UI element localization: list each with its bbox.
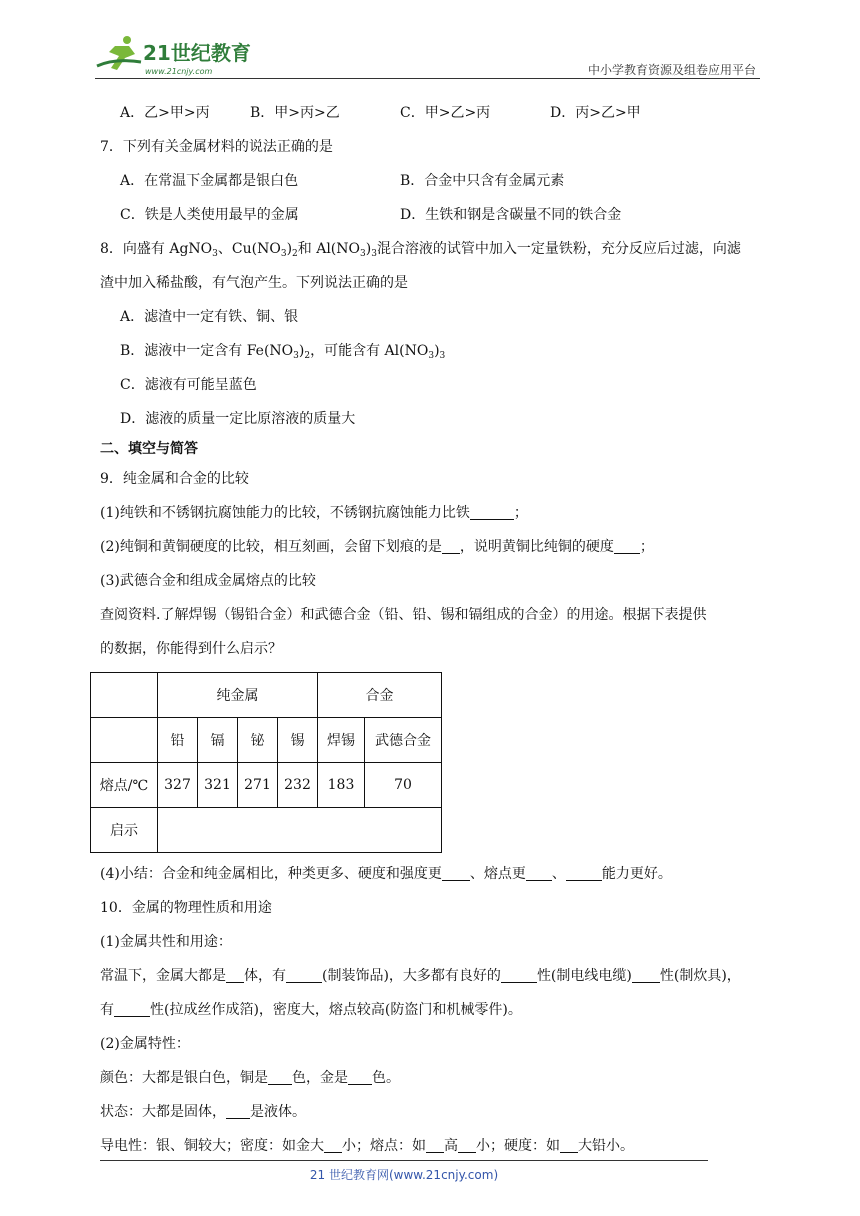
table-col-header: 武德合金	[365, 718, 442, 763]
q7-option-a: A．在常温下金属都是银白色	[120, 173, 299, 189]
page-header	[95, 28, 760, 80]
blank	[470, 503, 514, 520]
table-row-label: 熔点/℃	[91, 763, 158, 808]
q7-options-row2	[100, 198, 760, 232]
site-logo	[95, 32, 265, 76]
q10-color-line: 颜色：大都是银白色，铜是 色，金是 色。	[100, 1070, 400, 1086]
blank	[566, 864, 602, 881]
q10-property-line: 导电性：银、铜较大；密度：如金大 小；熔点：如 高 小；硬度：如 大铅小。	[100, 1138, 634, 1154]
q7-option-d: D．生铁和钢是含碳量不同的铁合金	[400, 207, 622, 223]
table-cell: 70	[365, 763, 442, 808]
footer-divider	[100, 1160, 708, 1161]
table-hint-label: 启示	[91, 808, 158, 853]
table-hint-answer-cell	[158, 808, 442, 853]
header-divider	[95, 78, 760, 79]
q10-stem: 10．金属的物理性质和用途	[100, 900, 272, 916]
q9-part1: (1)纯铁和不锈钢抗腐蚀能力的比较，不锈钢抗腐蚀能力比铁 ；	[100, 505, 528, 521]
melting-point-table	[90, 672, 442, 853]
page-footer: 21 世纪教育网(www.21cnjy.com)	[309, 1168, 499, 1182]
header-platform-name: 中小学教育资源及组卷应用平台	[587, 63, 756, 77]
blank	[442, 864, 470, 881]
q9-para-line1: 查阅资料.了解焊锡（锡铅合金）和武德合金（铅、铅、锡和镉组成的合金）的用途。根据下表提供	[100, 607, 707, 623]
blank	[226, 1102, 250, 1119]
q6-option-d: D．丙>乙>甲	[550, 105, 641, 121]
q9-part3: (3)武德合金和组成金属熔点的比较	[100, 573, 316, 589]
table-col-header: 镉	[198, 718, 238, 763]
logo-url: www.21cnjy.com	[145, 67, 213, 76]
q7-option-c: C．铁是人类使用最早的金属	[120, 207, 299, 223]
blank	[226, 966, 244, 983]
section-2-title: 二、填空与简答	[100, 441, 198, 457]
blank	[348, 1068, 372, 1085]
blank	[614, 537, 640, 554]
q7-stem: 7．下列有关金属材料的说法正确的是	[100, 139, 333, 155]
table-cell: 271	[238, 763, 278, 808]
table-cell: 321	[198, 763, 238, 808]
table-group-alloy: 合金	[318, 673, 442, 718]
q9-part2: (2)纯铜和黄铜硬度的比较，相互刻画，会留下划痕的是 ，说明黄铜比纯铜的硬度 ；	[100, 539, 654, 555]
q7-option-b: B．合金中只含有金属元素	[400, 173, 565, 189]
table-corner	[91, 673, 158, 718]
q6-option-c: C．甲>乙>丙	[400, 105, 491, 121]
q8-option-d: D．滤液的质量一定比原溶液的质量大	[120, 411, 356, 427]
table-group-pure: 纯金属	[158, 673, 318, 718]
q6-option-b: B．甲>丙>乙	[250, 105, 340, 121]
q6-options	[100, 96, 760, 130]
q6-option-a: A．乙>甲>丙	[120, 105, 210, 121]
table-col-header: 铋	[238, 718, 278, 763]
q9-part4: (4)小结：合金和纯金属相比，种类更多、硬度和强度更 、熔点更 、 能力更好。	[100, 866, 672, 882]
table-cell: 232	[278, 763, 318, 808]
blank	[560, 1136, 578, 1153]
q10-part2: (2)金属特性：	[100, 1036, 190, 1052]
table-empty-cell	[91, 718, 158, 763]
q8-option-c: C．滤液有可能呈蓝色	[120, 377, 257, 393]
document-body	[100, 96, 760, 1163]
q8-stem-line1: 8．向盛有 AgNO$_3$、$Cu(NO_3)_2$和 $Al(NO_3)_3$混合溶液的试管中加入一定量铁粉，充分反应后过滤，向滤	[100, 241, 741, 259]
table-cell: 183	[318, 763, 365, 808]
q10-state-line: 状态：大都是固体， 是液体。	[100, 1104, 306, 1120]
q10-para1-line1: 常温下，金属大都是 体，有 (制装饰品)，大多都有良好的 性(制电线电缆) 性(制炊具)，	[100, 968, 741, 984]
blank	[324, 1136, 342, 1153]
q8-option-a: A．滤渣中一定有铁、铜、银	[120, 309, 299, 325]
q10-part1: (1)金属共性和用途：	[100, 934, 232, 950]
blank	[632, 966, 660, 983]
blank	[501, 966, 537, 983]
table-col-header: 焊锡	[318, 718, 365, 763]
q10-para1-line2: 有 性(拉成丝作成箔)，密度大，熔点较高(防盗门和机械零件)。	[100, 1002, 522, 1018]
table-col-header: 锡	[278, 718, 318, 763]
q9-stem: 9．纯金属和合金的比较	[100, 471, 249, 487]
logo-text: 21世纪教育	[143, 41, 251, 65]
blank	[426, 1136, 444, 1153]
table-col-header: 铅	[158, 718, 198, 763]
blank	[286, 966, 322, 983]
blank	[526, 864, 552, 881]
blank	[268, 1068, 292, 1085]
q8-stem-line2: 渣中加入稀盐酸，有气泡产生。下列说法正确的是	[100, 275, 408, 291]
blank	[458, 1136, 476, 1153]
table-cell: 327	[158, 763, 198, 808]
q9-para-line2: 的数据，你能得到什么启示？	[100, 641, 282, 657]
q7-options-row1	[100, 164, 760, 198]
blank	[442, 537, 460, 554]
q8-option-b: B．滤液中一定含有 $Fe(NO_3)_2$，可能含有 $Al(NO_3)_3$	[120, 343, 446, 361]
blank	[114, 1000, 150, 1017]
